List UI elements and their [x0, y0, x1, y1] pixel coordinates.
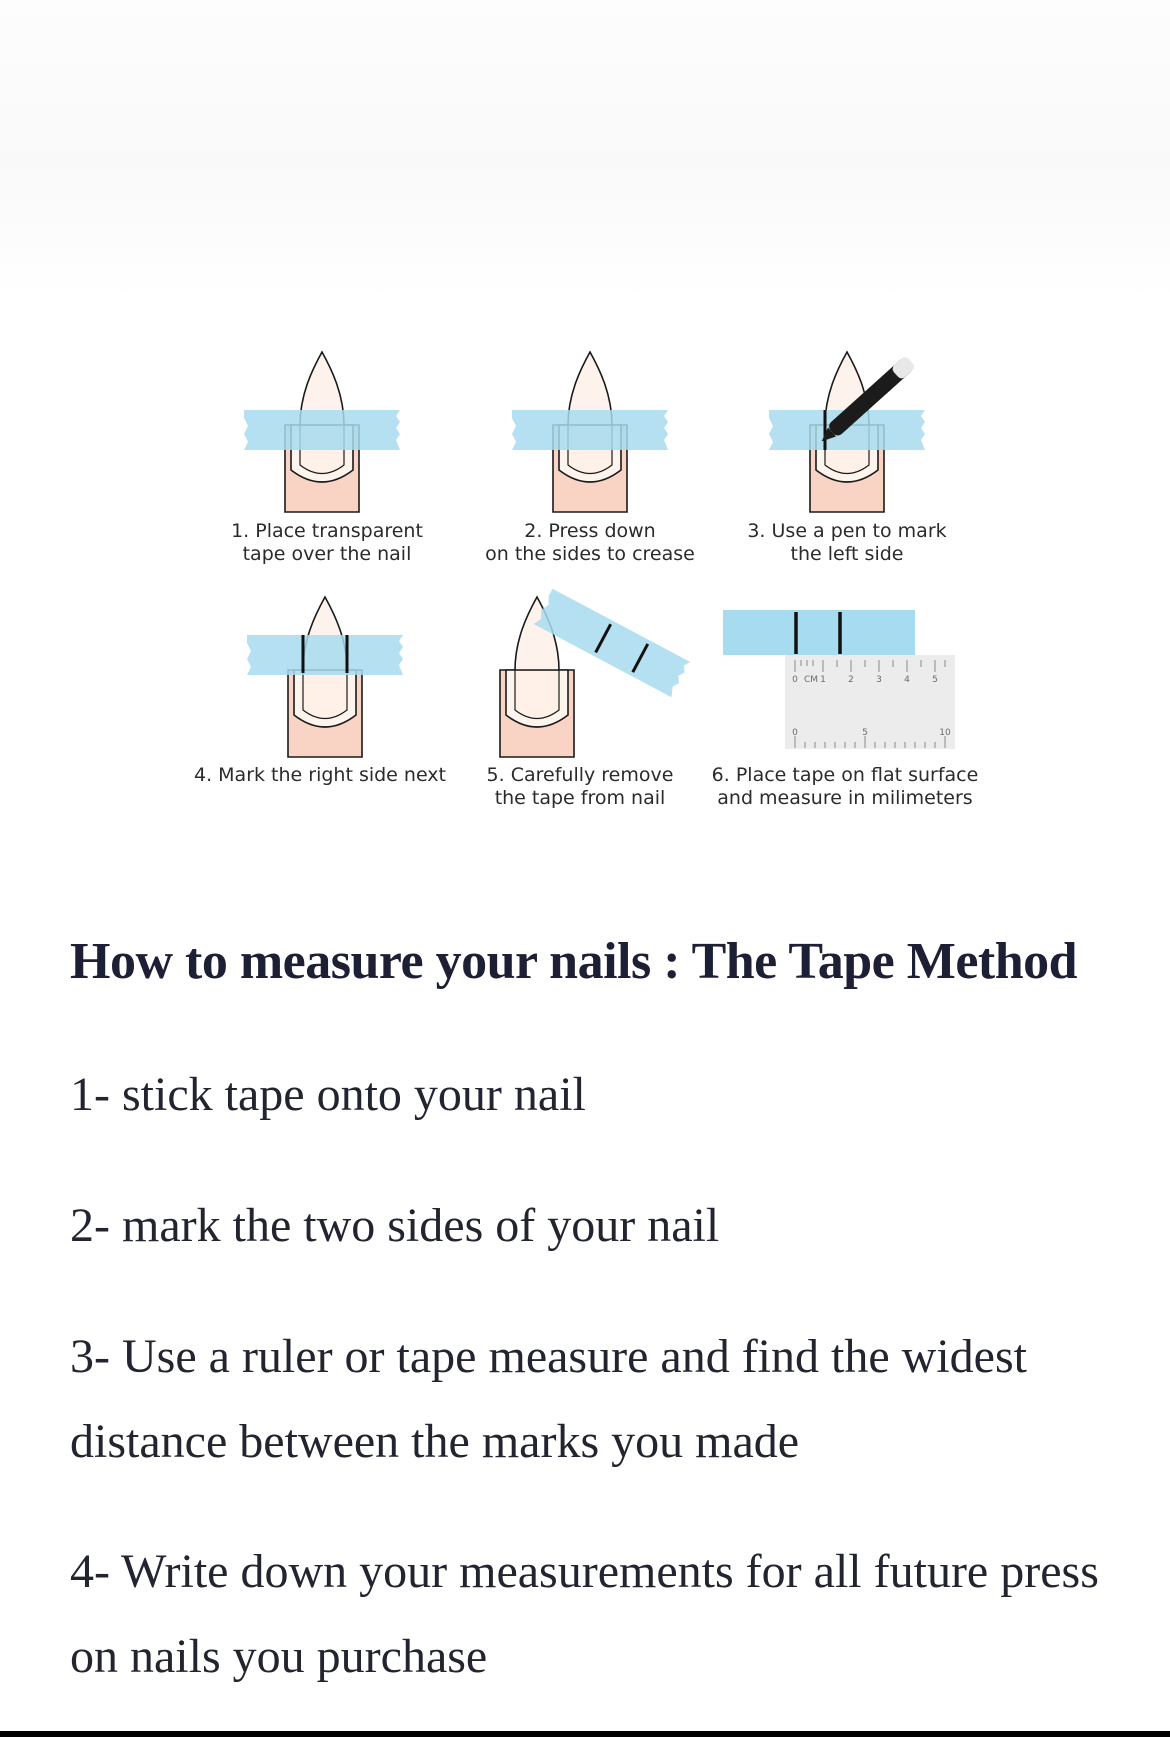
ruler-tick-label: 5 — [932, 675, 938, 685]
instructions-article — [70, 930, 1110, 1699]
ruler-tick-label: 2 — [848, 675, 854, 685]
bottom-edge-bar — [0, 1731, 1170, 1737]
caption-step-6-line2: and measure in milimeters — [717, 787, 973, 809]
caption-step-3: 3. Use a pen to mark — [747, 520, 947, 542]
measured-tape — [723, 610, 915, 655]
ruler-tick-label: 10 — [939, 728, 951, 738]
step-1-illustration — [244, 352, 400, 512]
instruction-step: 1- stick tape onto your nail — [70, 1068, 586, 1121]
instruction-step: 3- Use a ruler or tape measure and find the widest distance between the marks you made — [70, 1330, 1027, 1468]
step-6-illustration — [723, 610, 955, 749]
ruler-unit-label: CM — [803, 675, 819, 685]
ruler-tick-label: 1 — [820, 675, 826, 685]
caption-step-2-line2: on the sides to crease — [485, 543, 695, 565]
caption-step-2: 2. Press down — [524, 520, 656, 542]
caption-step-3-line2: the left side — [790, 543, 904, 565]
caption-step-6: 6. Place tape on flat surface — [711, 764, 979, 786]
instruction-step: 4- Write down your measurements for all future press on nails you purchase — [70, 1545, 1099, 1683]
ruler-tick-label: 5 — [862, 728, 868, 738]
ruler-tick-label: 4 — [904, 675, 910, 685]
page-title: How to measure your nails : The Tape Method — [70, 933, 1078, 990]
instruction-step: 2- mark the two sides of your nail — [70, 1199, 720, 1252]
ruler — [785, 655, 955, 749]
caption-step-5-line2: the tape from nail — [494, 787, 666, 809]
caption-step-5: 5. Carefully remove — [486, 764, 674, 786]
step-4-illustration — [247, 597, 403, 757]
ruler-tick-label: 0 — [792, 728, 798, 738]
step-5-illustration — [500, 589, 690, 757]
step-3-illustration — [769, 352, 925, 512]
ruler-tick-label: 0 — [792, 675, 798, 685]
caption-step-4: 4. Mark the right side next — [193, 764, 447, 786]
caption-step-1-line2: tape over the nail — [242, 543, 412, 565]
ruler-tick-label: 3 — [876, 675, 882, 685]
caption-step-1: 1. Place transparent — [231, 520, 423, 542]
step-2-illustration — [512, 352, 668, 512]
